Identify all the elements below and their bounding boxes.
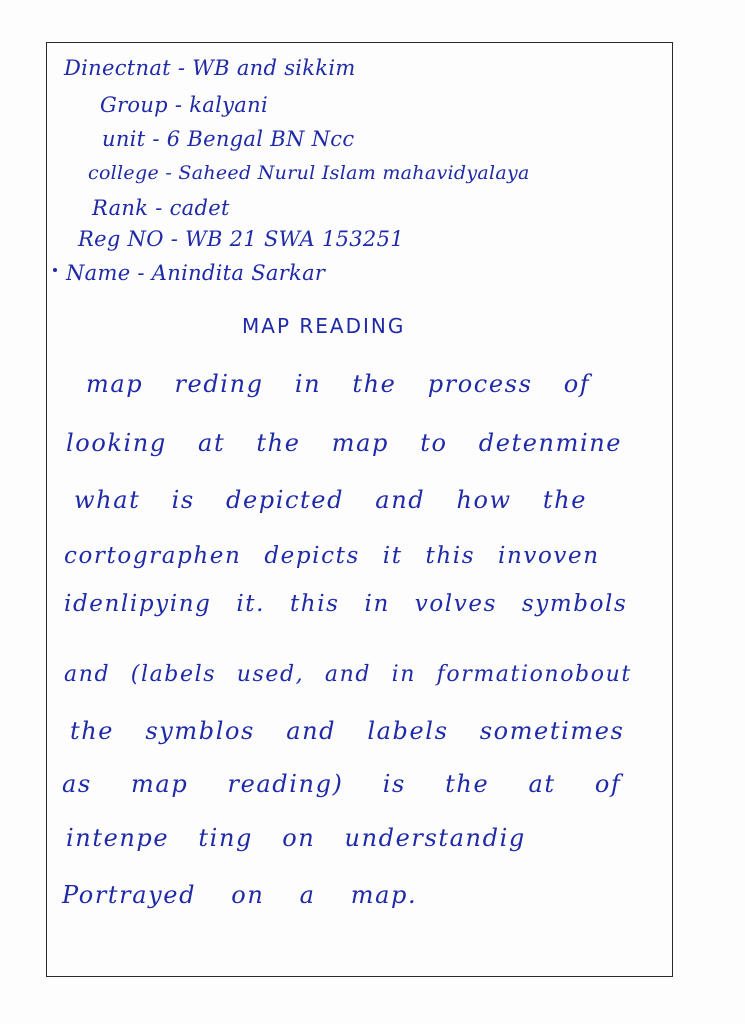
body-line-2: looking at the map to detenmine <box>66 429 623 457</box>
body-line-3: what is depicted and how the <box>74 486 588 514</box>
body-line-6: and (labels used, and in formationobout <box>64 662 632 687</box>
body-line-10: Portrayed on a map. <box>62 881 418 909</box>
directorate-line: Dinectnat - WB and sikkim <box>64 56 356 80</box>
college-line: college - Saheed Nurul Islam mahavidyalaya <box>88 162 530 184</box>
rank-line: Rank - cadet <box>92 196 230 220</box>
reg-no-line: Reg NO - WB 21 SWA 153251 <box>78 227 404 251</box>
name-line: Name - Anindita Sarkar <box>66 261 326 285</box>
unit-line: unit - 6 Bengal BN Ncc <box>102 127 355 151</box>
margin-dot <box>53 268 57 272</box>
page-title: MAP READING <box>242 314 406 338</box>
body-line-9: intenpe ting on understandig <box>66 824 526 852</box>
body-line-8: as map reading) is the at of <box>62 770 622 798</box>
group-line: Group - kalyani <box>100 93 268 117</box>
body-line-1: map reding in the process of <box>86 370 591 398</box>
body-line-5: idenlipying it. this in volves symbols <box>64 591 628 617</box>
body-line-4: cortographen depicts it this invoven <box>64 543 600 569</box>
body-line-7: the symblos and labels sometimes <box>70 717 625 745</box>
